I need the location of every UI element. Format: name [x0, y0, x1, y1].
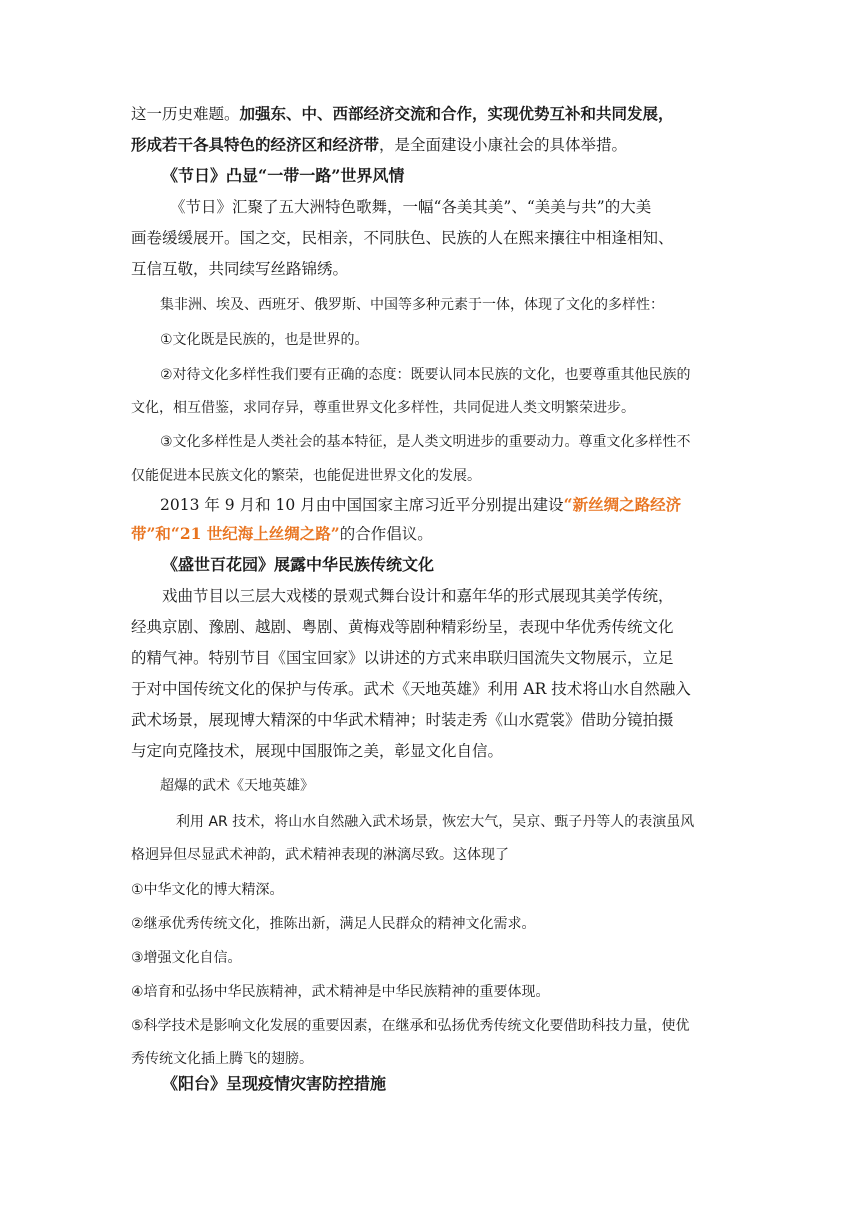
list-item: ⑤科学技术是影响文化发展的重要因素，在继承和弘扬优秀传统文化要借助科技力量，使优	[131, 1018, 690, 1034]
text-run: 这一历史难题。	[131, 105, 240, 123]
paragraph-line: 武术场景，展现博大精深的中华武术精神；时装走秀《山水霓裳》借助分镜拍摄	[131, 711, 674, 729]
paragraph-line: 《节日》汇聚了五大洲特色歌舞，一幅“各美其美”、“美美与共”的大美	[170, 198, 652, 216]
paragraph-line	[0, 497, 860, 514]
paragraph-line: 格迥异但尽显武术神韵，武术精神表现的淋漓尽致。这体现了	[131, 847, 509, 863]
paragraph-line	[0, 106, 860, 123]
text-run: ，是全面建设小康社会的具体举措。	[379, 136, 628, 154]
paragraph-line	[0, 137, 860, 154]
list-item: ②对待文化多样性我们要有正确的态度：既要认同本民族的文化，也要尊重其他民族的	[160, 367, 691, 383]
bold-text-run: 加强东、中、西部经济交流和合作，实现优势互补和共同发展，	[239, 104, 674, 123]
paragraph-line: 的精气神。特别节目《国宝回家》以讲述的方式来串联归国流失文物展示，立足	[131, 649, 674, 667]
paragraph-line: 戏曲节目以三层大戏楼的景观式舞台设计和嘉年华的形式展现其美学传统，	[162, 587, 674, 605]
list-item: ①文化既是民族的，也是世界的。	[160, 332, 369, 348]
section-heading: 《盛世百花园》展露中华民族传统文化	[162, 555, 435, 574]
paragraph-line	[0, 526, 860, 543]
list-item: ①中华文化的博大精深。	[131, 882, 284, 898]
paragraph-line: 与定向克隆技术，展现中国服饰之美，彰显文化自信。	[131, 742, 504, 760]
paragraph-line: 经典京剧、豫剧、越剧、粤剧、黄梅戏等剧种精彩纷呈，表现中华优秀传统文化	[131, 618, 674, 636]
paragraph-line: 秀传统文化插上腾飞的翅膀。	[131, 1051, 313, 1067]
paragraph-line: 超爆的武术《天地英雄》	[160, 778, 314, 794]
section-heading: 《节日》凸显“一带一路”世界风情	[162, 166, 405, 185]
bold-text-run: 形成若干各具特色的经济区和经济带	[131, 135, 380, 154]
list-item: ③增强文化自信。	[131, 950, 242, 966]
section-heading: 《阳台》呈现疫情灾害防控措施	[162, 1074, 387, 1093]
paragraph-line: 集非洲、埃及、西班牙、俄罗斯、中国等多种元素于一体，体现了文化的多样性：	[160, 297, 664, 313]
list-item: ④培育和弘扬中华民族精神，武术精神是中华民族精神的重要体现。	[131, 984, 550, 1000]
text-run: 2013 年 9 月和 10 月由中国国家主席习近平分别提出建设	[160, 496, 564, 514]
paragraph-line: 利用 AR 技术，将山水自然融入武术场景，恢宏大气，吴京、甄子丹等人的表演虽风	[176, 814, 695, 830]
paragraph-line: 文化，相互借鉴，求同存异，尊重世界文化多样性，共同促进人类文明繁荣进步。	[131, 400, 635, 416]
paragraph-line: 仅能促进本民族文化的繁荣，也能促进世界文化的发展。	[131, 468, 481, 484]
text-run: 的合作倡议。	[339, 525, 433, 543]
list-item: ②继承优秀传统文化，推陈出新，满足人民群众的精神文化需求。	[131, 916, 536, 932]
highlight-text-run: “新丝绸之路经济	[563, 495, 682, 514]
paragraph-line: 于对中国传统文化的保护与传承。武术《天地英雄》利用 AR 技术将山水自然融入	[131, 680, 691, 698]
list-item: ③文化多样性是人类社会的基本特征，是人类文明进步的重要动力。尊重文化多样性不	[160, 434, 691, 450]
paragraph-line: 画卷缓缓展开。国之交，民相亲，不同肤色、民族的人在熙来攘往中相逢相知、	[131, 229, 674, 247]
highlight-text-run: 带”和“21 世纪海上丝绸之路”	[131, 524, 340, 543]
paragraph-line: 互信互敬，共同续写丝路锦绣。	[131, 260, 349, 278]
